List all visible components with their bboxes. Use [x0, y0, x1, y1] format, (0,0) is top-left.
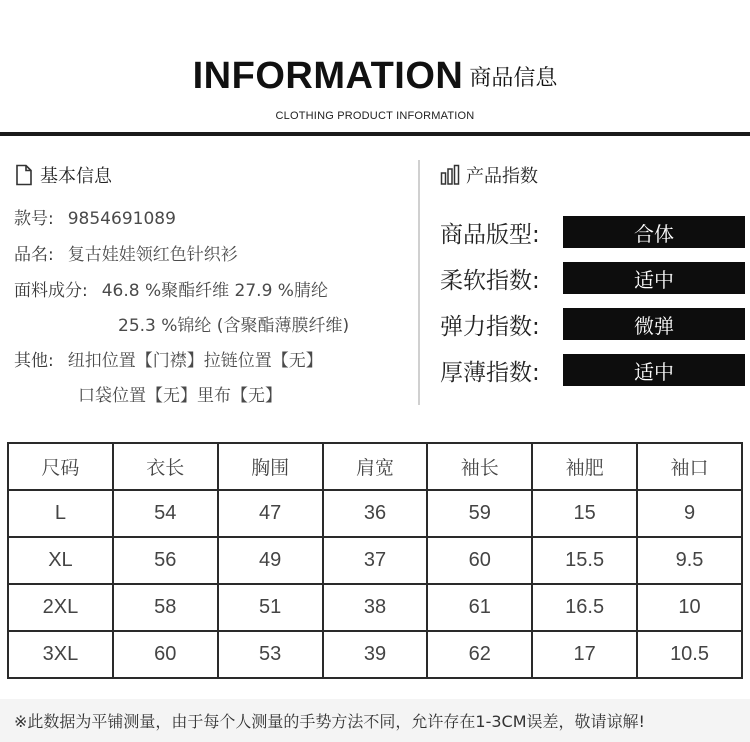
table-header-cell: 胸围: [218, 443, 323, 490]
other-label: 其他:: [14, 351, 54, 371]
table-cell: 37: [323, 537, 428, 584]
index-label: 厚薄指数:: [440, 359, 540, 386]
basic-info-section: [14, 160, 414, 406]
index-row-fit: [440, 214, 745, 250]
table-cell: 3XL: [8, 631, 113, 678]
product-name-line: [14, 240, 238, 265]
table-header-cell: 袖口: [637, 443, 742, 490]
index-row-thickness: [440, 352, 745, 388]
index-row-softness: [440, 260, 745, 296]
title-row: [0, 55, 750, 98]
fabric-label: 面料成分:: [14, 281, 88, 301]
fabric-value-2: 25.3 %锦纶 (含聚酯薄膜纤维): [118, 316, 350, 336]
table-cell: 15.5: [532, 537, 637, 584]
other-value-1: 纽扣位置【门襟】拉链位置【无】: [67, 351, 323, 371]
style-number-label: 款号:: [14, 209, 54, 229]
other-line: [14, 346, 323, 371]
table-cell: 2XL: [8, 584, 113, 631]
table-header-row: [8, 443, 742, 490]
subtitle: CLOTHING PRODUCT INFORMATION: [275, 110, 475, 122]
size-table: [7, 442, 743, 679]
table-cell: 15: [532, 490, 637, 537]
table-cell: 53: [218, 631, 323, 678]
table-cell: 60: [427, 537, 532, 584]
header-divider: [0, 132, 750, 136]
table-cell: 39: [323, 631, 428, 678]
header: [0, 0, 750, 140]
table-cell: 9: [637, 490, 742, 537]
table-cell: 10: [637, 584, 742, 631]
table-cell: 38: [323, 584, 428, 631]
table-row: [8, 490, 742, 537]
table-row: [8, 631, 742, 678]
basic-info-header: [14, 160, 414, 190]
title-cn: 商品信息: [469, 66, 558, 91]
table-cell: 51: [218, 584, 323, 631]
table-cell: 10.5: [637, 631, 742, 678]
measurement-note-bar: [0, 699, 750, 742]
table-cell: 56: [113, 537, 218, 584]
table-header-cell: 肩宽: [323, 443, 428, 490]
index-label: 商品版型:: [440, 221, 540, 248]
indices-header: [440, 160, 740, 190]
table-cell: 49: [218, 537, 323, 584]
index-value-badge: 微弹: [563, 308, 745, 340]
fabric-value-1: 46.8 %聚酯纤维 27.9 %腈纶: [101, 281, 328, 301]
product-name-value: 复古娃娃领红色针织衫: [67, 245, 238, 265]
product-name-label: 品名:: [14, 245, 54, 265]
style-number-line: [14, 204, 176, 229]
index-value-badge: 合体: [563, 216, 745, 248]
table-cell: 9.5: [637, 537, 742, 584]
table-cell: 59: [427, 490, 532, 537]
basic-info-title: 基本信息: [40, 166, 112, 187]
table-header-cell: 衣长: [113, 443, 218, 490]
table-header-cell: 尺码: [8, 443, 113, 490]
table-cell: L: [8, 490, 113, 537]
index-row-elasticity: [440, 306, 745, 342]
table-cell: 58: [113, 584, 218, 631]
table-header-cell: 袖肥: [532, 443, 637, 490]
table-cell: 16.5: [532, 584, 637, 631]
table-cell: 47: [218, 490, 323, 537]
table-cell: XL: [8, 537, 113, 584]
bar-chart-icon: [440, 164, 460, 186]
style-number-value: 9854691089: [67, 209, 176, 229]
fabric-line: [14, 276, 328, 301]
index-label: 弹力指数:: [440, 313, 540, 340]
table-cell: 54: [113, 490, 218, 537]
document-icon: [14, 164, 34, 186]
table-cell: 60: [113, 631, 218, 678]
table-row: [8, 584, 742, 631]
table-cell: 17: [532, 631, 637, 678]
table-cell: 61: [427, 584, 532, 631]
table-header-cell: 袖长: [427, 443, 532, 490]
table-cell: 36: [323, 490, 428, 537]
table-cell: 62: [427, 631, 532, 678]
measurement-note: ※此数据为平铺测量，由于每个人测量的手势方法不同，允许存在1-3CM误差，敬请谅解!: [14, 712, 645, 731]
indices-title: 产品指数: [466, 166, 538, 187]
index-label: 柔软指数:: [440, 267, 540, 294]
table-row: [8, 537, 742, 584]
title-en: INFORMATION: [192, 55, 464, 97]
index-value-badge: 适中: [563, 262, 745, 294]
section-divider: [418, 160, 420, 405]
index-value-badge: 适中: [563, 354, 745, 386]
product-indices-section: [440, 160, 740, 386]
other-value-2: 口袋位置【无】里布【无】: [78, 386, 282, 406]
